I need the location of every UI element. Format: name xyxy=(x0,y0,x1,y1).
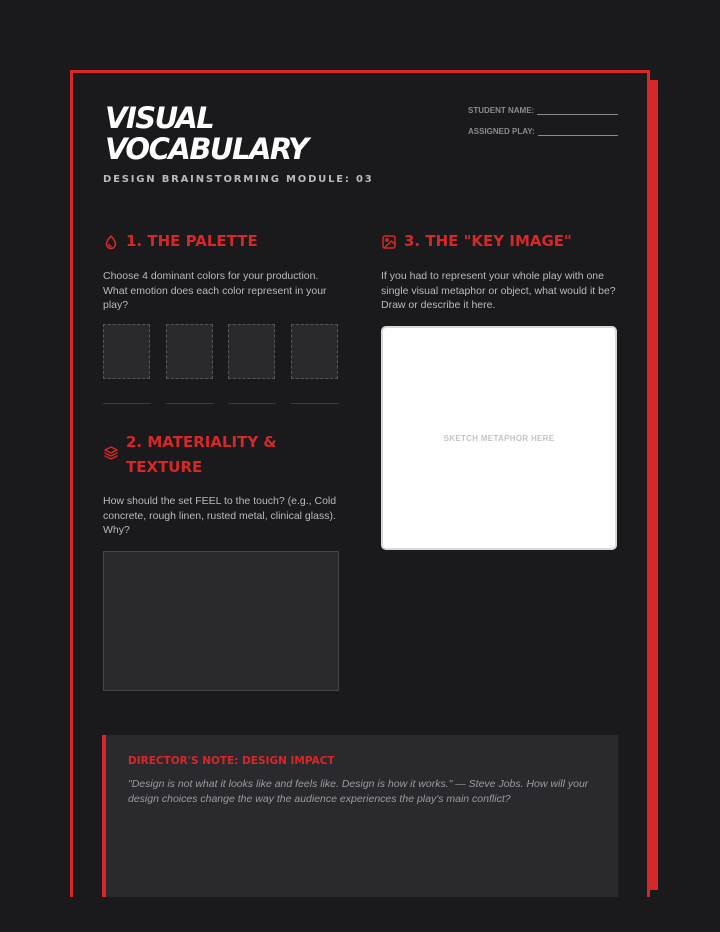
swatch-label-line-1[interactable] xyxy=(103,403,151,404)
layers-icon xyxy=(103,445,119,461)
key-image-title: 3. THE "KEY IMAGE" xyxy=(404,232,572,250)
note-text: "Design is not what it looks like and feels like. Design is how it works." — Steve Jobs. How will your design choices change the way the audience experiences the play's main conflict? xyxy=(128,778,589,805)
palette-heading xyxy=(103,229,343,254)
materiality-title xyxy=(126,430,276,480)
student-name-label: STUDENT NAME: xyxy=(468,106,535,115)
key-image-prompt: If you had to represent your whole play with one single visual metaphor or object, what would it be? Draw or describe it here. xyxy=(381,270,616,311)
materiality-title-line-1: 2. MATERIALITY & xyxy=(126,433,277,451)
swatch-label-line-3[interactable] xyxy=(228,403,276,404)
materiality-heading xyxy=(103,430,343,480)
assigned-play-label: ASSIGNED PLAY: xyxy=(468,127,535,136)
sketch-area[interactable] xyxy=(381,326,617,550)
color-swatch-2[interactable] xyxy=(166,324,213,379)
note-title: DIRECTOR'S NOTE: DESIGN IMPACT xyxy=(128,755,335,767)
title-line-2: VOCABULARY xyxy=(105,132,308,166)
swatch-label-line-4[interactable] xyxy=(291,403,339,404)
student-name-field[interactable] xyxy=(468,105,618,115)
materiality-prompt: How should the set FEEL to the touch? (e.g., Cold concrete, rough linen, rusted metal, clinical glass). Why? xyxy=(103,495,337,536)
materiality-title-line-2: TEXTURE xyxy=(126,458,203,476)
color-swatch-3[interactable] xyxy=(228,324,275,379)
swatch-label-line-2[interactable] xyxy=(166,403,214,404)
droplet-icon xyxy=(103,234,119,250)
color-swatch-4[interactable] xyxy=(291,324,338,379)
key-image-heading xyxy=(381,229,621,254)
worksheet-sheet xyxy=(70,70,650,897)
palette-title: 1. THE PALETTE xyxy=(126,232,258,250)
directors-note xyxy=(102,735,618,897)
texture-answer-box[interactable] xyxy=(103,551,339,691)
assigned-play-field[interactable] xyxy=(468,126,618,136)
color-swatch-1[interactable] xyxy=(103,324,150,379)
sketch-placeholder: SKETCH METAPHOR HERE xyxy=(443,433,555,443)
module-subtitle: DESIGN BRAINSTORMING MODULE: 03 xyxy=(103,174,374,185)
title-line-1: VISUAL xyxy=(105,101,214,135)
student-name-line[interactable] xyxy=(537,105,618,115)
image-icon xyxy=(381,234,397,250)
page-title xyxy=(105,103,385,165)
palette-prompt: Choose 4 dominant colors for your production. What emotion does each color represent in your play? xyxy=(103,270,327,311)
assigned-play-line[interactable] xyxy=(538,126,618,136)
